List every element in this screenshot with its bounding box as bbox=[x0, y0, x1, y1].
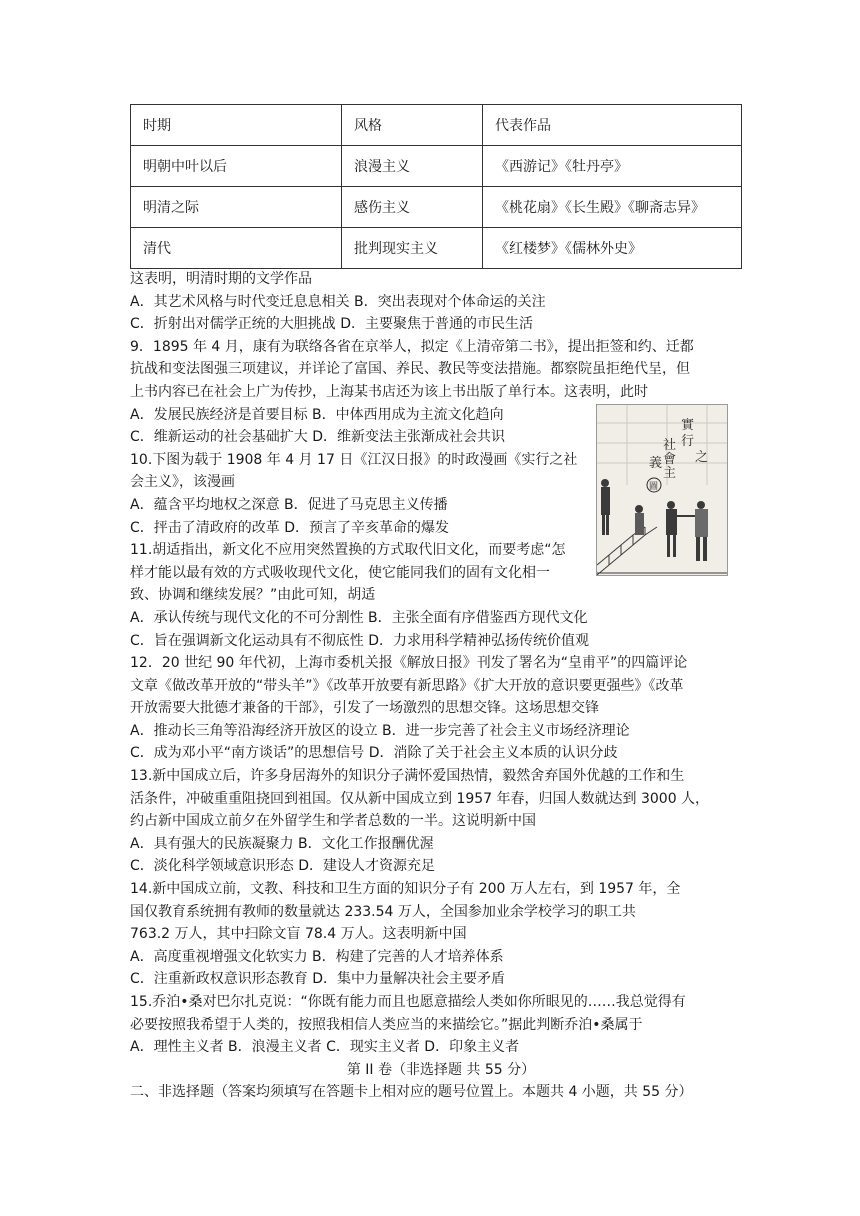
text-line: C．注重新政权意识形态教育 D．集中力量解决社会主要矛盾 bbox=[130, 971, 506, 988]
text-line: 10.下图为载于 1908 年 4 月 17 日《江汉日报》的时政漫画《实行之社 bbox=[130, 451, 578, 468]
text-line: C．旨在强调新文化运动具有不彻底性 D．力求用科学精神弘扬传统价值观 bbox=[130, 632, 590, 649]
text-line: 15.乔泊•桑对巴尔扎克说：“你既有能力而且也愿意描绘人类如你所眼见的……我总觉得有 bbox=[130, 994, 686, 1010]
table-cell: 明朝中叶以后 bbox=[131, 146, 342, 187]
text-line: A．其艺术风格与时代变迁息息相关 B．突出表现对个体命运的关注 bbox=[130, 293, 546, 310]
text-line: 开放需要大批德才兼备的干部》，引发了一场激烈的思想交锋。这场思想交锋 bbox=[130, 700, 599, 717]
text-line: 约占新中国成立前夕在外留学生和学者总数的一半。这说明新中国 bbox=[130, 813, 536, 830]
text-line: A．蕴含平均地权之深意 B．促进了马克思主义传播 bbox=[130, 496, 448, 513]
table-header-cell: 代表作品 bbox=[483, 105, 742, 146]
text-line: 12．20 世纪 90 年代初，上海市委机关报《解放日报》刊发了署名为“皇甫平”的四篇评论 bbox=[130, 655, 688, 672]
text-line: A．承认传统与现代文化的不可分割性 B．主张全面有序借鉴西方现代文化 bbox=[130, 609, 588, 626]
literature-table bbox=[130, 104, 742, 269]
text-line: 国仅教育系统拥有教师的数量就达 233.54 万人，全国参加业余学校学习的职工共 bbox=[130, 903, 636, 920]
text-line: C．折射出对儒学正统的大胆挑战 D．主要聚焦于普通的市民生活 bbox=[130, 316, 534, 333]
cartoon-drawing bbox=[597, 405, 727, 575]
svg-text:主: 主 bbox=[663, 466, 677, 481]
table-cell: 明清之际 bbox=[131, 187, 342, 228]
text-line: C．抨击了清政府的改革 D．预言了辛亥革命的爆发 bbox=[130, 519, 450, 536]
text-line: 抗战和变法图强三项建议，并详论了富国、养民、教民等变法措施。都察院虽拒绝代呈，但 bbox=[130, 361, 690, 378]
text-line: 致、协调和继续发展？”由此可知，胡适 bbox=[130, 587, 376, 604]
section-heading: 第 II 卷（非选择题 共 55 分） bbox=[346, 1061, 536, 1078]
svg-text:之: 之 bbox=[695, 450, 709, 465]
text-line: 会主义》，该漫画 bbox=[130, 474, 235, 491]
text-line: C．维新运动的社会基础扩大 D．维新变法主张渐成社会共识 bbox=[130, 429, 506, 446]
text-line: 活条件，冲破重重阻挠回到祖国。仅从新中国成立到 1957 年春，归国人数就达到 3000 人， bbox=[130, 790, 710, 807]
table-header-cell: 风格 bbox=[342, 105, 483, 146]
table-row bbox=[131, 187, 742, 228]
text-line: 9．1895 年 4 月，康有为联络各省在京举人，拟定《上清帝第二书》，提出拒签和约、迁都 bbox=[130, 338, 694, 355]
text-line: 二、非选择题（答案均须填写在答题卡上相对应的题号位置上。本题共 4 小题，共 55 分） bbox=[130, 1084, 693, 1101]
svg-text:實: 實 bbox=[681, 418, 695, 433]
table-row bbox=[131, 146, 742, 187]
text-line: 14.新中国成立前，文教、科技和卫生方面的知识分子有 200 万人左右，到 1957 年，全 bbox=[130, 881, 681, 898]
text-line: 这表明，明清时期的文学作品 bbox=[130, 271, 312, 287]
table-cell: 清代 bbox=[131, 228, 342, 269]
svg-text:義: 義 bbox=[649, 456, 663, 471]
text-line: 样才能以最有效的方式吸收现代文化，使它能同我们的固有文化相一 bbox=[130, 564, 550, 581]
text-line: 11.胡适指出，新文化不应用突然置换的方式取代旧文化，而要考虑“怎 bbox=[130, 542, 566, 559]
text-line: C．成为邓小平“南方谈话”的思想信号 D．消除了关于社会主义本质的认识分歧 bbox=[130, 745, 618, 762]
text-line: 必要按照我希望于人类的，按照我相信人类应当的来描绘它。”据此判断乔泊•桑属于 bbox=[130, 1016, 643, 1033]
table-cell: 感伤主义 bbox=[342, 187, 483, 228]
text-line: A．推动长三角等沿海经济开放区的设立 B．进一步完善了社会主义市场经济理论 bbox=[130, 722, 630, 739]
table-cell: 批判现实主义 bbox=[342, 228, 483, 269]
table-cell: 《桃花扇》《长生殿》《聊斋志异》 bbox=[483, 187, 742, 228]
text-line: A．具有强大的民族凝聚力 B．文化工作报酬优渥 bbox=[130, 835, 434, 852]
text-line: A．理性主义者 B．浪漫主义者 C．现实主义者 D．印象主义者 bbox=[130, 1039, 520, 1056]
table-cell: 《红楼梦》《儒林外史》 bbox=[483, 228, 742, 269]
text-line: A．高度重视增强文化软实力 B．构建了完善的人才培养体系 bbox=[130, 948, 504, 965]
svg-text:行: 行 bbox=[681, 434, 695, 449]
table-header-cell: 时期 bbox=[131, 105, 342, 146]
question-text bbox=[130, 268, 752, 1104]
svg-text:會: 會 bbox=[663, 452, 677, 467]
text-line: C．淡化科学领域意识形态 D．建设人才资源充足 bbox=[130, 858, 436, 875]
text-line: 763.2 万人，其中扫除文盲 78.4 万人。这表明新中国 bbox=[130, 926, 467, 943]
table-cell: 浪漫主义 bbox=[342, 146, 483, 187]
table-header-row bbox=[131, 105, 742, 146]
svg-text:社: 社 bbox=[663, 438, 677, 453]
text-line: 上书内容已在社会上广为传抄，上海某书店还为该上书出版了单行本。这表明，此时 bbox=[130, 383, 648, 400]
table-row bbox=[131, 228, 742, 269]
table-cell: 《西游记》《牡丹亭》 bbox=[483, 146, 742, 187]
text-line: 文章《做改革开放的“带头羊”》《改革开放要有新思路》《扩大开放的意识要更强些》《改革 bbox=[130, 677, 684, 694]
svg-text:圖: 圖 bbox=[649, 482, 659, 492]
political-cartoon-image bbox=[596, 404, 728, 576]
text-line: 13.新中国成立后，许多身居海外的知识分子满怀爱国热情，毅然舍弃国外优越的工作和生 bbox=[130, 768, 685, 785]
text-line: A．发展民族经济是首要目标 B．中体西用成为主流文化趋向 bbox=[130, 406, 504, 423]
